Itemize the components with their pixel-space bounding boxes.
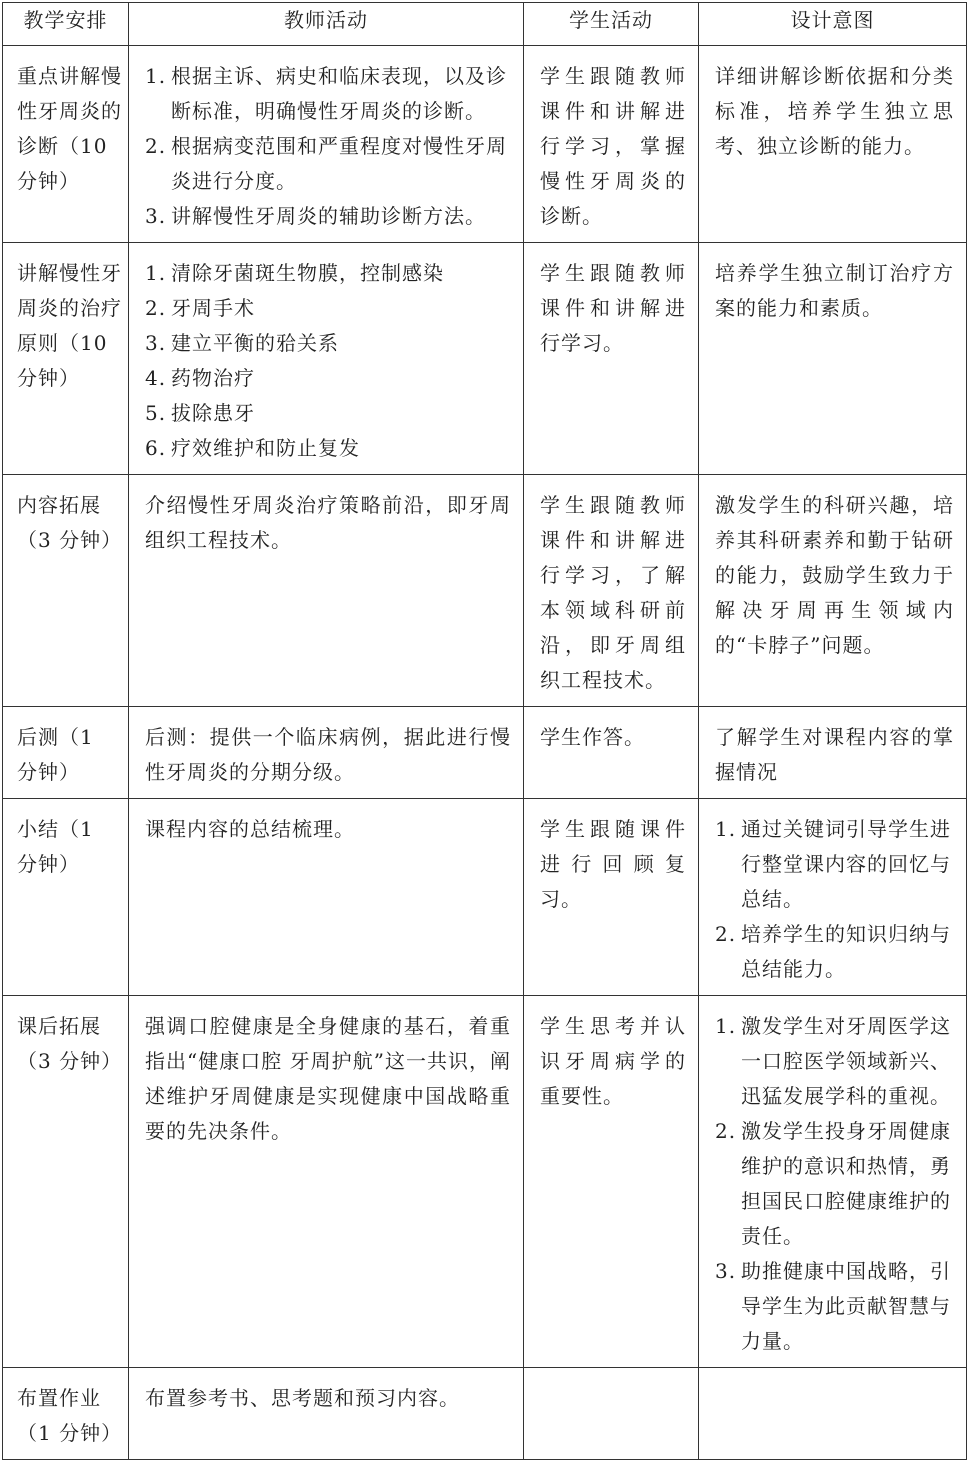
cell-arrangement: 内容拓展（3 分钟） xyxy=(3,475,129,707)
cell-student-activity: 学生作答。 xyxy=(524,707,699,799)
cell-arrangement: 小结（1 分钟） xyxy=(3,799,129,996)
cell-student-activity: 学生跟随教师课件和讲解进行学习，掌握慢性牙周炎的诊断。 xyxy=(524,46,699,243)
list-item: 4. 药物治疗 xyxy=(145,366,255,390)
cell-teacher-activity: 介绍慢性牙周炎治疗策略前沿，即牙周组织工程技术。 xyxy=(129,475,524,707)
cell-arrangement: 课后拓展（3 分钟） xyxy=(3,996,129,1368)
table-row xyxy=(3,707,967,799)
cell-student-activity: 学生思考并认识牙周病学的重要性。 xyxy=(524,996,699,1368)
design-intent-list xyxy=(715,812,954,987)
cell-teacher-activity: 布置参考书、思考题和预习内容。 xyxy=(129,1368,524,1460)
cell-teacher-activity: 后测：提供一个临床病例，据此进行慢性牙周炎的分期分级。 xyxy=(129,707,524,799)
list-item: 2. 培养学生的知识归纳与总结能力。 xyxy=(715,922,951,981)
cell-design-intent: 详细讲解诊断依据和分类标准，培养学生独立思考、独立诊断的能力。 xyxy=(699,46,967,243)
list-item: 5. 拔除患牙 xyxy=(145,401,255,425)
header-student-activity: 学生活动 xyxy=(524,3,699,46)
cell-design-intent: 激发学生的科研兴趣，培养其科研素养和勤于钻研的能力，鼓励学生致力于解决牙周再生领域内的“卡脖子”问题。 xyxy=(699,475,967,707)
cell-arrangement: 布置作业（1 分钟） xyxy=(3,1368,129,1460)
table-row xyxy=(3,475,967,707)
cell-design-intent xyxy=(699,1368,967,1460)
table-row xyxy=(3,243,967,475)
cell-student-activity: 学生跟随教师课件和讲解进行学习。 xyxy=(524,243,699,475)
cell-student-activity xyxy=(524,1368,699,1460)
cell-design-intent: 了解学生对课程内容的掌握情况 xyxy=(699,707,967,799)
list-item: 3. 建立平衡的𬌗关系 xyxy=(145,331,339,355)
cell-student-activity: 学生跟随教师课件和讲解进行学习，了解本领域科研前沿，即牙周组织工程技术。 xyxy=(524,475,699,707)
header-row xyxy=(3,3,967,46)
list-item: 1. 通过关键词引导学生进行整堂课内容的回忆与总结。 xyxy=(715,817,951,911)
table-row xyxy=(3,996,967,1368)
header-design-intent: 设计意图 xyxy=(699,3,967,46)
cell-teacher-activity: 强调口腔健康是全身健康的基石，着重指出“健康口腔 牙周护航”这一共识，阐述维护牙周健康是实现健康中国战略重要的先决条件。 xyxy=(129,996,524,1368)
cell-student-activity: 学生跟随课件进行回顾复习。 xyxy=(524,799,699,996)
lesson-plan-table xyxy=(2,2,967,1460)
cell-teacher-activity xyxy=(129,243,524,475)
list-item: 3. 讲解慢性牙周炎的辅助诊断方法。 xyxy=(145,204,486,228)
cell-arrangement: 后测（1 分钟） xyxy=(3,707,129,799)
cell-design-intent: 培养学生独立制订治疗方案的能力和素质。 xyxy=(699,243,967,475)
list-item: 1. 清除牙菌斑生物膜，控制感染 xyxy=(145,261,444,285)
cell-arrangement: 讲解慢性牙周炎的治疗原则（10 分钟） xyxy=(3,243,129,475)
header-arrangement: 教学安排 xyxy=(3,3,129,46)
cell-design-intent xyxy=(699,799,967,996)
list-item: 6. 疗效维护和防止复发 xyxy=(145,436,360,460)
cell-teacher-activity: 课程内容的总结梳理。 xyxy=(129,799,524,996)
teacher-activity-list xyxy=(145,256,511,466)
list-item: 2. 激发学生投身牙周健康维护的意识和热情，勇担国民口腔健康维护的责任。 xyxy=(715,1119,951,1248)
cell-arrangement: 重点讲解慢性牙周炎的诊断（10 分钟） xyxy=(3,46,129,243)
table-row xyxy=(3,1368,967,1460)
design-intent-list xyxy=(715,1009,954,1359)
cell-teacher-activity xyxy=(129,46,524,243)
table-row xyxy=(3,799,967,996)
list-item: 1. 根据主诉、病史和临床表现，以及诊断标准，明确慢性牙周炎的诊断。 xyxy=(145,64,507,123)
table-row xyxy=(3,46,967,243)
list-item: 1. 激发学生对牙周医学这一口腔医学领域新兴、迅猛发展学科的重视。 xyxy=(715,1014,951,1108)
header-teacher-activity: 教师活动 xyxy=(129,3,524,46)
cell-design-intent xyxy=(699,996,967,1368)
list-item: 2. 牙周手术 xyxy=(145,296,255,320)
list-item: 2. 根据病变范围和严重程度对慢性牙周炎进行分度。 xyxy=(145,134,507,193)
list-item: 3. 助推健康中国战略，引导学生为此贡献智慧与力量。 xyxy=(715,1259,951,1353)
teacher-activity-list xyxy=(145,59,511,234)
